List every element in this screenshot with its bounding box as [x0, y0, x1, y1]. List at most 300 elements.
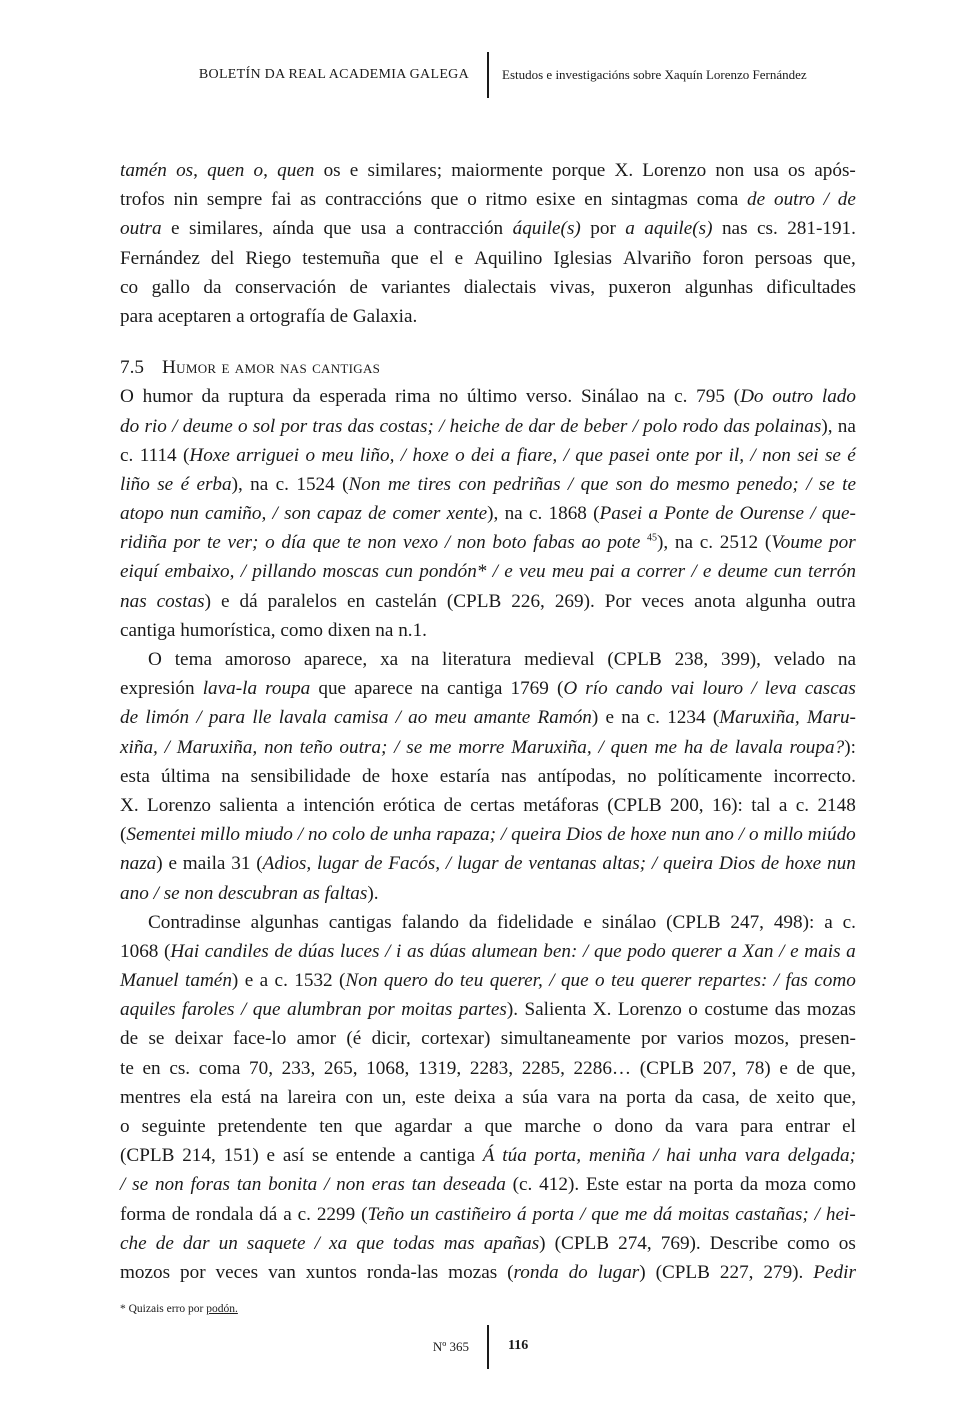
word: ritmo	[485, 189, 528, 211]
word: /	[172, 415, 178, 437]
word: de	[796, 1057, 815, 1079]
word: e	[504, 561, 513, 583]
word: que-	[821, 503, 856, 525]
word: así	[282, 1145, 305, 1167]
word: penedo;	[736, 473, 799, 495]
word: O	[148, 649, 162, 670]
word: esixe	[535, 189, 576, 211]
word: a	[403, 1145, 412, 1167]
word: miudo	[244, 824, 293, 846]
word: liño,	[359, 444, 395, 466]
word: mozas	[806, 999, 856, 1021]
word: de	[747, 189, 766, 211]
word: pillando	[252, 561, 317, 583]
text-line	[120, 1170, 856, 1199]
word: sempre	[206, 189, 263, 211]
word: con	[458, 473, 487, 495]
word: o	[688, 999, 698, 1021]
word: áquile(s)	[512, 218, 581, 240]
word: literatura	[442, 649, 512, 670]
running-footer	[0, 1325, 975, 1371]
word: na	[504, 503, 523, 525]
word: incorrecto.	[773, 765, 856, 787]
word: 795	[696, 386, 725, 408]
word: ben:	[543, 940, 578, 962]
word: seguinte	[141, 1116, 206, 1137]
word: Este	[585, 1174, 619, 1196]
word: lareira	[287, 1086, 337, 1108]
word: nas	[501, 765, 527, 787]
word: en	[142, 1057, 161, 1079]
word: cs.	[756, 218, 778, 240]
word: casa,	[701, 1086, 740, 1108]
word: a	[500, 444, 511, 466]
word: cun	[385, 561, 413, 583]
text-line	[120, 214, 856, 243]
word: a	[648, 503, 659, 525]
word: el	[842, 1116, 856, 1137]
word: a	[395, 218, 405, 240]
word: 247,	[730, 911, 764, 933]
word: costas)	[156, 590, 212, 612]
word: dar	[182, 1232, 210, 1254]
word: o	[265, 532, 275, 554]
word: lugar	[456, 853, 499, 875]
word: c.	[297, 1203, 311, 1225]
word: se	[157, 473, 174, 495]
word: un	[410, 1203, 430, 1225]
word: fabas	[533, 532, 575, 554]
word: 207,	[702, 1057, 737, 1079]
word: saquete	[246, 1232, 306, 1254]
word: hoxe	[630, 824, 667, 846]
word: me	[654, 736, 678, 758]
word: após-	[814, 160, 856, 181]
word: como	[787, 1232, 830, 1254]
word: a	[259, 970, 269, 992]
word: mais	[804, 940, 841, 962]
word: no	[627, 765, 647, 787]
word: moitas	[678, 1203, 730, 1225]
running-header	[0, 52, 975, 102]
word: mesmo	[676, 473, 730, 495]
word: /	[779, 940, 785, 962]
text-line	[120, 1141, 856, 1170]
word: porta	[626, 1086, 666, 1108]
word: e	[221, 590, 230, 612]
word: vai	[670, 678, 695, 700]
word: alumean	[471, 940, 538, 962]
word: /	[240, 561, 247, 583]
word: 279).	[763, 1261, 804, 1283]
word: a	[778, 794, 788, 816]
word: Lorenzo	[642, 160, 707, 181]
page-number: 116	[508, 1338, 529, 1353]
word: se	[818, 473, 835, 495]
word: da	[674, 1086, 693, 1108]
text-line	[120, 382, 856, 411]
word: o	[592, 1116, 603, 1137]
word: Salienta	[524, 999, 587, 1021]
word: nun	[827, 853, 856, 875]
word: non	[367, 532, 397, 554]
word: quen	[207, 160, 245, 181]
paragraph-love	[120, 645, 856, 908]
word: da	[468, 911, 487, 933]
word: todas	[393, 1232, 435, 1254]
word: /	[563, 444, 569, 466]
word: Contradinse	[148, 911, 241, 933]
word: lado	[821, 386, 856, 408]
word: que,	[823, 247, 856, 269]
word: de	[120, 707, 139, 729]
word: a	[620, 561, 631, 583]
word: dá	[653, 1203, 673, 1225]
word: X.	[614, 160, 634, 181]
word: as	[302, 882, 320, 904]
word: coma	[696, 189, 739, 211]
word: non	[336, 1174, 365, 1196]
word: del	[210, 247, 235, 269]
word: Dios	[718, 853, 756, 875]
word: rodo	[682, 415, 719, 437]
word: pai	[590, 561, 615, 583]
word: Sinálao	[580, 386, 639, 408]
word: das	[723, 415, 750, 437]
text-line	[120, 1200, 856, 1229]
word: similares;	[367, 160, 443, 181]
word: simultaneamente	[500, 1028, 631, 1050]
word: o,	[253, 160, 268, 181]
word: Ourense	[739, 503, 804, 525]
word: co	[120, 276, 139, 298]
word: c.	[674, 386, 688, 408]
word: Á	[482, 1145, 495, 1167]
word: (CPLB	[607, 794, 662, 816]
word: tal	[751, 794, 771, 816]
word: sintagmas	[611, 189, 688, 211]
word: que	[575, 444, 603, 466]
word: Riego	[245, 247, 292, 269]
word: xente),	[446, 503, 499, 525]
text-line	[120, 908, 856, 937]
word: naza)	[120, 853, 163, 875]
word: comer	[392, 503, 441, 525]
word: roupa?):	[789, 736, 856, 758]
word: é	[180, 473, 190, 495]
word: lle	[252, 707, 272, 729]
word: o	[120, 1116, 130, 1137]
word: na	[250, 473, 269, 495]
word: humor	[142, 386, 193, 408]
word: 1524	[296, 473, 335, 495]
word: que	[318, 678, 347, 700]
word: teu	[611, 970, 635, 992]
word: un,	[382, 1086, 407, 1108]
word: rondala	[195, 1203, 254, 1225]
word: capaz	[317, 503, 362, 525]
word: heiche	[449, 415, 500, 437]
word: dixen	[327, 619, 371, 641]
word: /	[651, 853, 658, 875]
word: 214,	[182, 1145, 216, 1167]
word: na	[837, 415, 856, 437]
word: dar	[528, 415, 555, 437]
word: fiare,	[516, 444, 558, 466]
word: c.	[795, 794, 810, 816]
word: lava-la	[202, 678, 258, 700]
word: son	[284, 503, 311, 525]
word: que	[356, 1232, 384, 1254]
section-heading	[120, 353, 856, 382]
paragraph-orthography	[120, 156, 856, 331]
word: se	[148, 1028, 165, 1050]
word: se	[311, 1145, 328, 1167]
word: en	[584, 189, 603, 211]
word: camisa	[334, 707, 389, 729]
word: 412).	[539, 1174, 580, 1196]
word: que,	[823, 1057, 856, 1079]
word: maiormente	[451, 160, 543, 181]
word: as	[300, 189, 317, 211]
word: 265,	[323, 1057, 358, 1079]
text-line	[120, 966, 856, 995]
word: 70,	[249, 1057, 273, 1079]
word: algunha	[745, 590, 807, 612]
word: de	[361, 765, 381, 787]
journal-title: BOLETÍN DA REAL ACADEMIA GALEGA	[198, 67, 469, 82]
word: ridiña	[120, 532, 167, 554]
text-line	[120, 1024, 856, 1053]
word: túa	[502, 1145, 527, 1167]
word: 1769	[510, 678, 549, 700]
word: leva	[764, 678, 797, 700]
word: /	[814, 1203, 821, 1225]
word: nas	[120, 590, 147, 612]
word: son	[615, 473, 643, 495]
word: moza	[764, 1174, 807, 1196]
word: hoxe	[784, 853, 822, 875]
word: terrón	[807, 561, 856, 583]
word: mentres	[120, 1086, 181, 1108]
word: do	[120, 415, 140, 437]
word: 238,	[674, 649, 709, 670]
word: e	[266, 1145, 276, 1167]
word: 2148	[817, 794, 856, 816]
word: (O	[556, 678, 578, 700]
word: de	[171, 1203, 190, 1225]
word: /	[500, 824, 507, 846]
word: ver;	[227, 532, 259, 554]
word: faroles	[181, 999, 235, 1021]
word: /	[549, 970, 555, 992]
word: castañas;	[735, 1203, 809, 1225]
word: se	[132, 1174, 149, 1196]
word: /	[691, 561, 697, 583]
word: /	[806, 473, 812, 495]
word: a	[727, 940, 737, 962]
word: para	[740, 1116, 774, 1137]
word: que	[560, 970, 589, 992]
word: anota	[694, 590, 736, 612]
word: aparece	[354, 678, 413, 700]
word: hei-	[825, 1203, 856, 1225]
word: a	[824, 911, 833, 933]
word: 1868	[548, 503, 587, 525]
word: querer	[671, 940, 722, 962]
word: por	[590, 218, 616, 240]
word: que	[312, 532, 341, 554]
word: /	[394, 736, 400, 758]
word: forma	[120, 1203, 166, 1225]
word: que	[323, 218, 352, 240]
word: aquile(s)	[644, 218, 713, 240]
word: que	[252, 999, 281, 1021]
word: é	[847, 444, 856, 466]
word: rapaza;	[436, 824, 496, 846]
word: el	[429, 247, 444, 269]
word: de	[837, 189, 856, 211]
footnote	[120, 1303, 238, 1315]
text-line	[120, 1054, 856, 1083]
word: c.	[528, 503, 543, 525]
word: Pedir	[813, 1261, 856, 1283]
word: 2285,	[521, 1057, 565, 1079]
word: te	[842, 473, 856, 495]
word: querer	[640, 970, 692, 992]
word: c.	[275, 473, 289, 495]
word: (CPLB	[446, 590, 502, 612]
word: nun	[671, 824, 701, 846]
word: (Hoxe	[183, 444, 230, 466]
word: xa	[329, 1232, 348, 1254]
word: sei	[797, 444, 819, 466]
word: no	[307, 824, 328, 846]
word: erba),	[196, 473, 243, 495]
text-line	[120, 1112, 856, 1141]
word: dúas	[429, 940, 466, 962]
word: /	[240, 999, 247, 1021]
word: salienta	[219, 794, 278, 816]
text-line	[120, 185, 856, 214]
word: pondón*	[419, 561, 487, 583]
word: rima	[395, 386, 431, 408]
text-line	[120, 762, 856, 791]
word: Aquilino	[474, 247, 543, 269]
word: de	[349, 276, 368, 298]
word: millo	[200, 824, 240, 846]
text-line	[120, 557, 856, 586]
word: outro	[773, 189, 815, 211]
word: te	[206, 532, 221, 554]
word: Galaxia.	[352, 305, 418, 327]
word: que	[484, 1116, 513, 1137]
word: xiña,	[120, 736, 158, 758]
text-line	[120, 273, 856, 302]
word: dono	[614, 1116, 653, 1137]
word: esta	[120, 765, 150, 787]
word: dá	[259, 1203, 278, 1225]
word: /	[810, 503, 816, 525]
word: foras	[190, 1174, 230, 1196]
word: fai	[271, 189, 292, 211]
text-line	[120, 820, 856, 849]
word: (CPLB	[607, 649, 662, 670]
word: das	[774, 999, 801, 1021]
word: río	[585, 678, 608, 700]
word: e	[583, 911, 592, 933]
word: por	[173, 532, 201, 554]
word: non	[715, 160, 745, 181]
word: tires	[417, 473, 451, 495]
word: Manuel	[120, 970, 179, 992]
word: /	[492, 561, 498, 583]
text-line	[120, 412, 856, 441]
word: /	[750, 444, 756, 466]
section-number: 7.5	[120, 357, 144, 379]
word: do	[434, 970, 454, 992]
word: louro	[702, 678, 744, 700]
word: (CPLB	[554, 1232, 610, 1254]
word: por	[641, 1028, 667, 1050]
word: (Hai	[164, 940, 200, 962]
word: nin	[173, 189, 199, 211]
word: millo	[763, 824, 803, 846]
word: de	[370, 824, 389, 846]
word: (CPLB	[655, 1261, 710, 1283]
word: das	[347, 415, 375, 437]
word: Ramón)	[537, 707, 599, 729]
word: similares,	[189, 218, 264, 240]
word: variantes	[381, 276, 451, 298]
word: non	[184, 882, 214, 904]
word: ha	[683, 736, 704, 758]
text-line	[120, 879, 856, 908]
word: un	[218, 1232, 238, 1254]
word: este	[415, 1086, 446, 1108]
word: deume	[717, 561, 768, 583]
word: marche	[524, 1116, 581, 1137]
word: ventanas	[528, 853, 597, 875]
word: /	[395, 707, 401, 729]
word: e	[790, 940, 799, 962]
word: te	[120, 1057, 134, 1079]
word: boto	[492, 532, 527, 554]
word: morre	[458, 736, 505, 758]
word: cando	[615, 678, 663, 700]
word: mozas	[448, 1261, 498, 1283]
word: costume	[704, 999, 769, 1021]
word: onte	[656, 444, 690, 466]
word: ano	[120, 882, 149, 904]
word: deume	[182, 415, 233, 437]
word: pedriñas	[493, 473, 561, 495]
word: cun	[774, 561, 802, 583]
section-heading-title: Humor e amor nas cantigas	[161, 357, 381, 379]
word: 399),	[721, 649, 761, 670]
word: Ponte	[664, 503, 710, 525]
word: non	[456, 532, 486, 554]
word: meu	[434, 707, 467, 729]
word: arriguei	[236, 444, 300, 466]
word: 1068	[120, 940, 159, 962]
word: /	[272, 503, 278, 525]
word: sol	[252, 415, 276, 437]
word: na	[260, 1086, 279, 1108]
word: e	[168, 853, 177, 875]
word: cantiga	[120, 619, 176, 641]
word: unha	[393, 824, 432, 846]
